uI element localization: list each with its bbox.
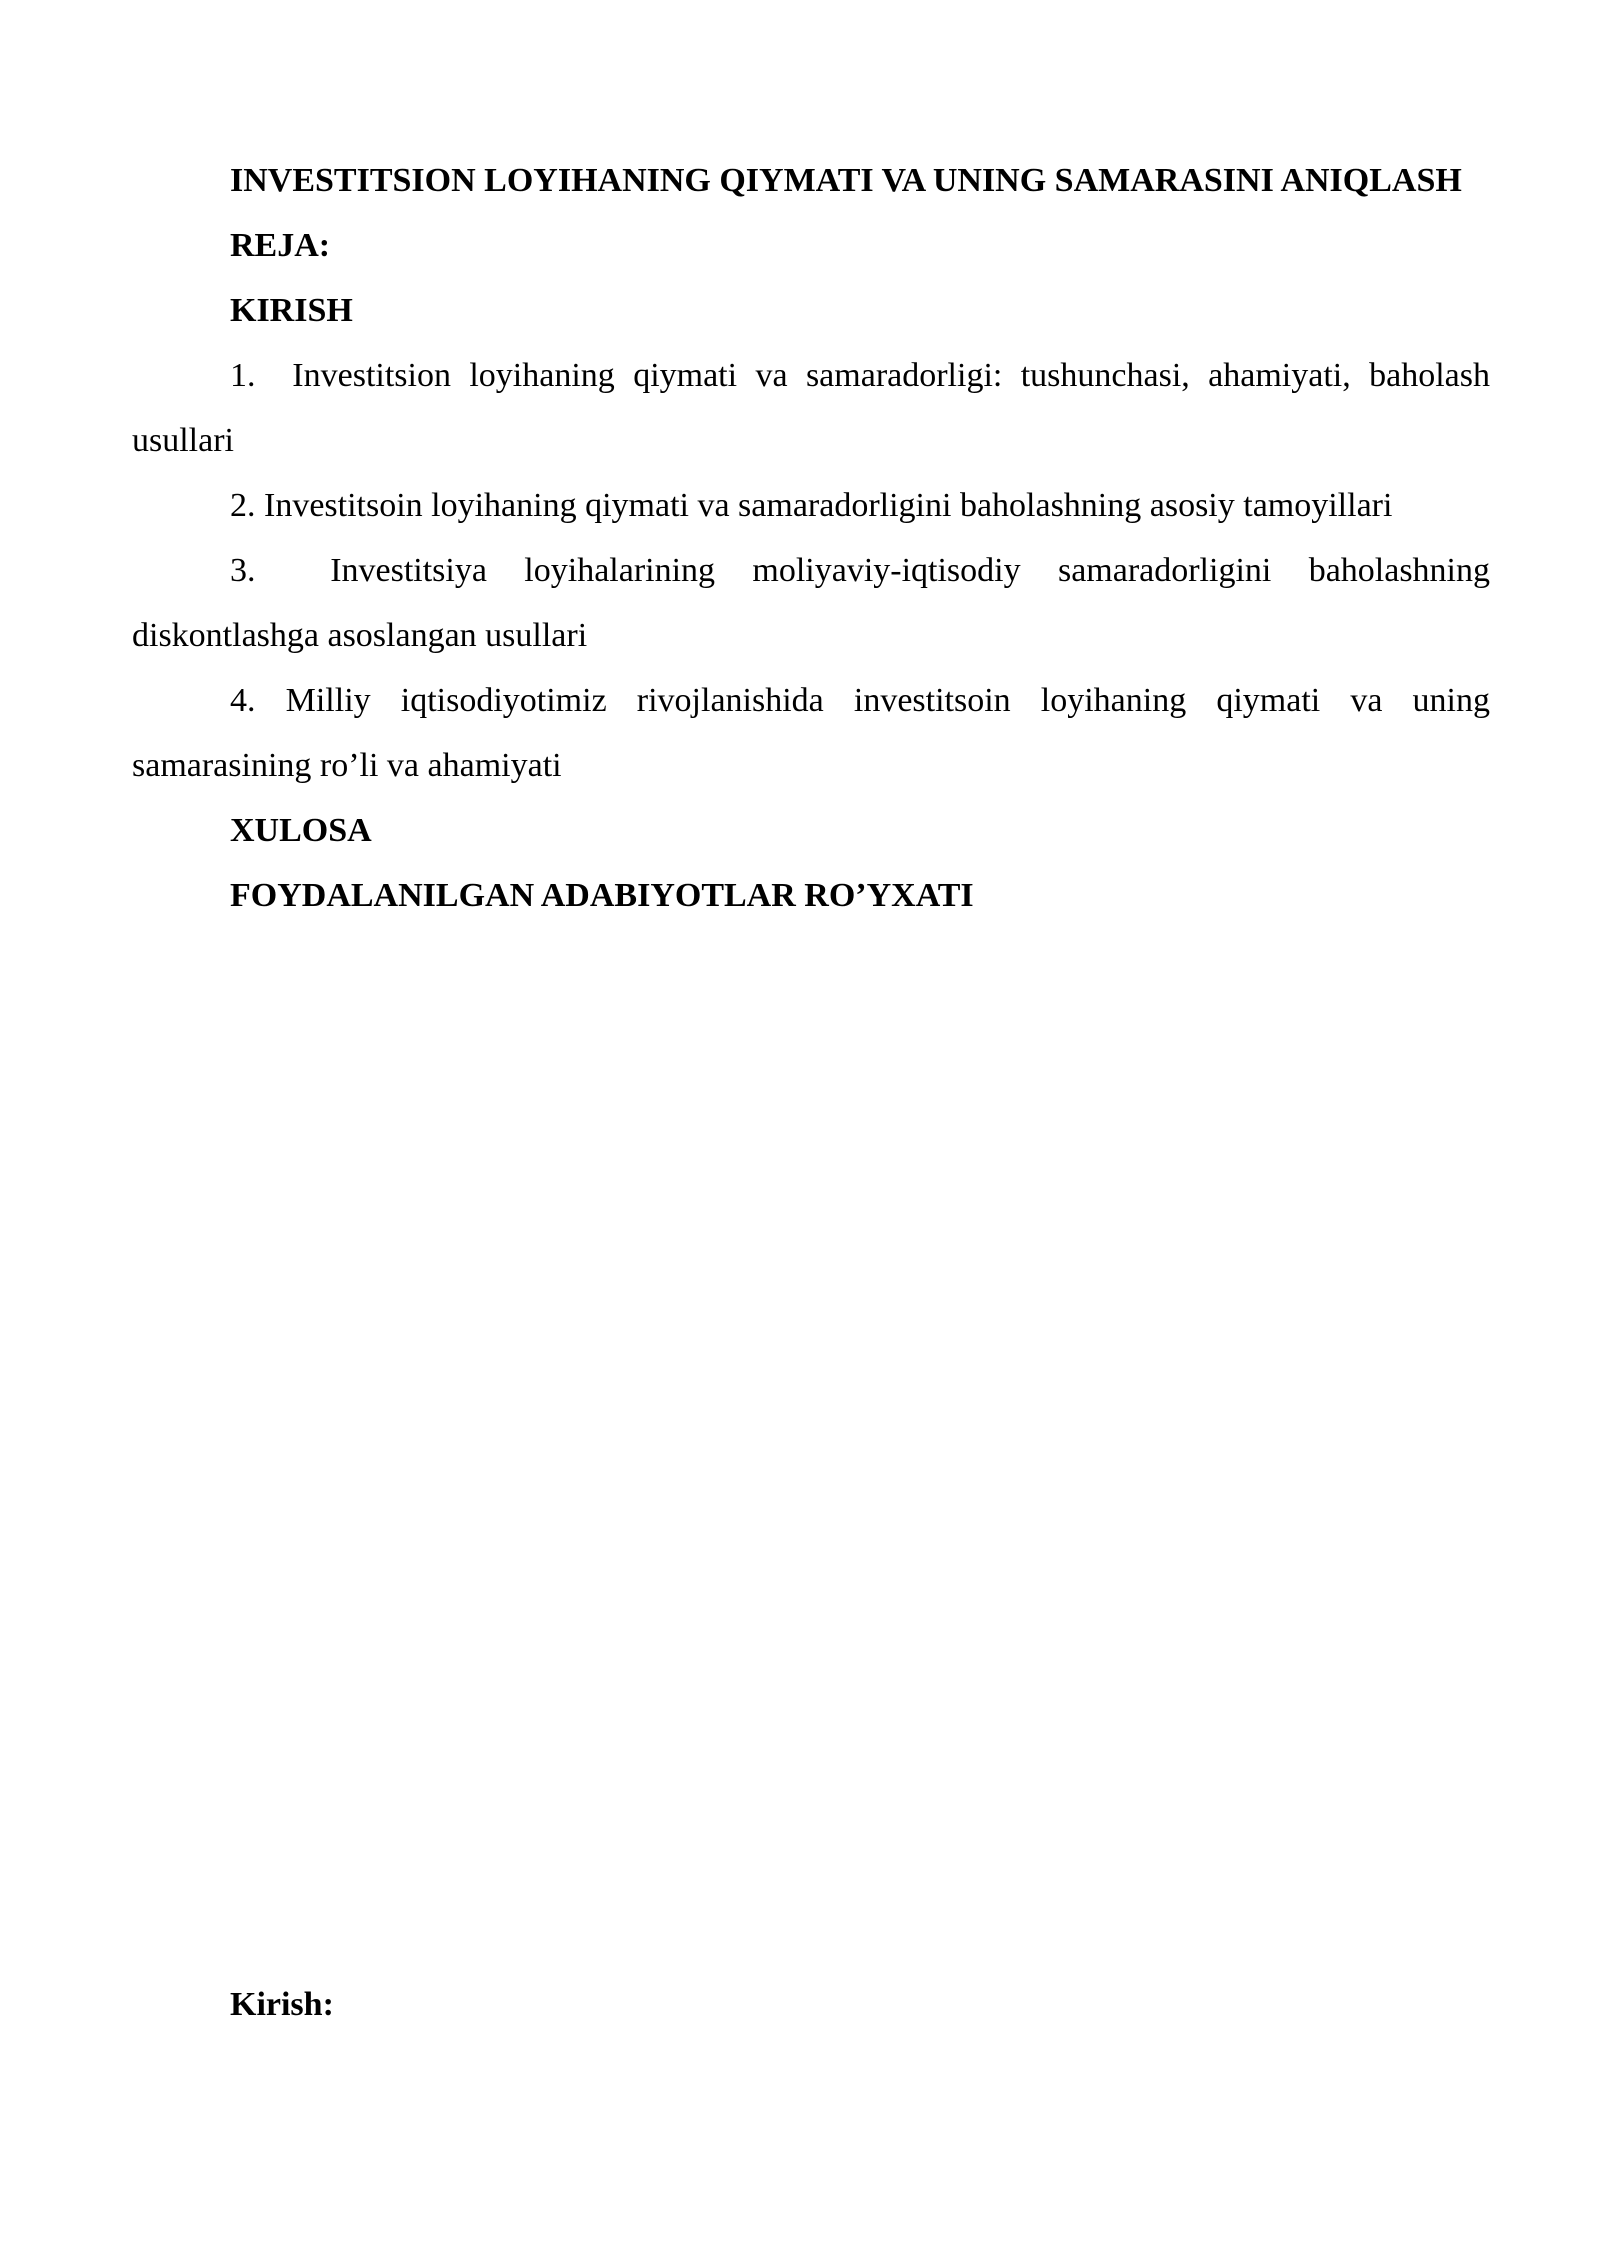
section-heading-kirish: Kirish:	[230, 1986, 334, 2023]
intro-heading: KIRISH	[230, 292, 353, 329]
plan-heading: REJA:	[230, 227, 331, 264]
document-title: INVESTITSION LOYIHANING QIYMATI VA UNING SAMARASINI ANIQLASH	[230, 162, 1462, 199]
references-heading: FOYDALANILGAN ADABIYOTLAR RO’YXATI	[230, 877, 974, 914]
plan-item-1: 1. Investitsion loyihaning qiymati va samaradorligi: tushunchasi, ahamiyati, baholash usullari	[132, 357, 1499, 459]
plan-item-3: 3. Investitsiya loyihalarining moliyaviy-iqtisodiy samaradorligini baholashning diskontlashga asoslangan usullari	[132, 552, 1499, 654]
conclusion-heading: XULOSA	[230, 812, 372, 849]
document-body	[132, 148, 1499, 928]
plan-item-2: 2. Investitsoin loyihaning qiymati va samaradorligini baholashning asosiy tamoyillari	[230, 487, 1393, 524]
plan-item-4: 4. Milliy iqtisodiyotimiz rivojlanishida investitsoin loyihaning qiymati va uning samarasining ro’li va ahamiyati	[132, 682, 1499, 784]
